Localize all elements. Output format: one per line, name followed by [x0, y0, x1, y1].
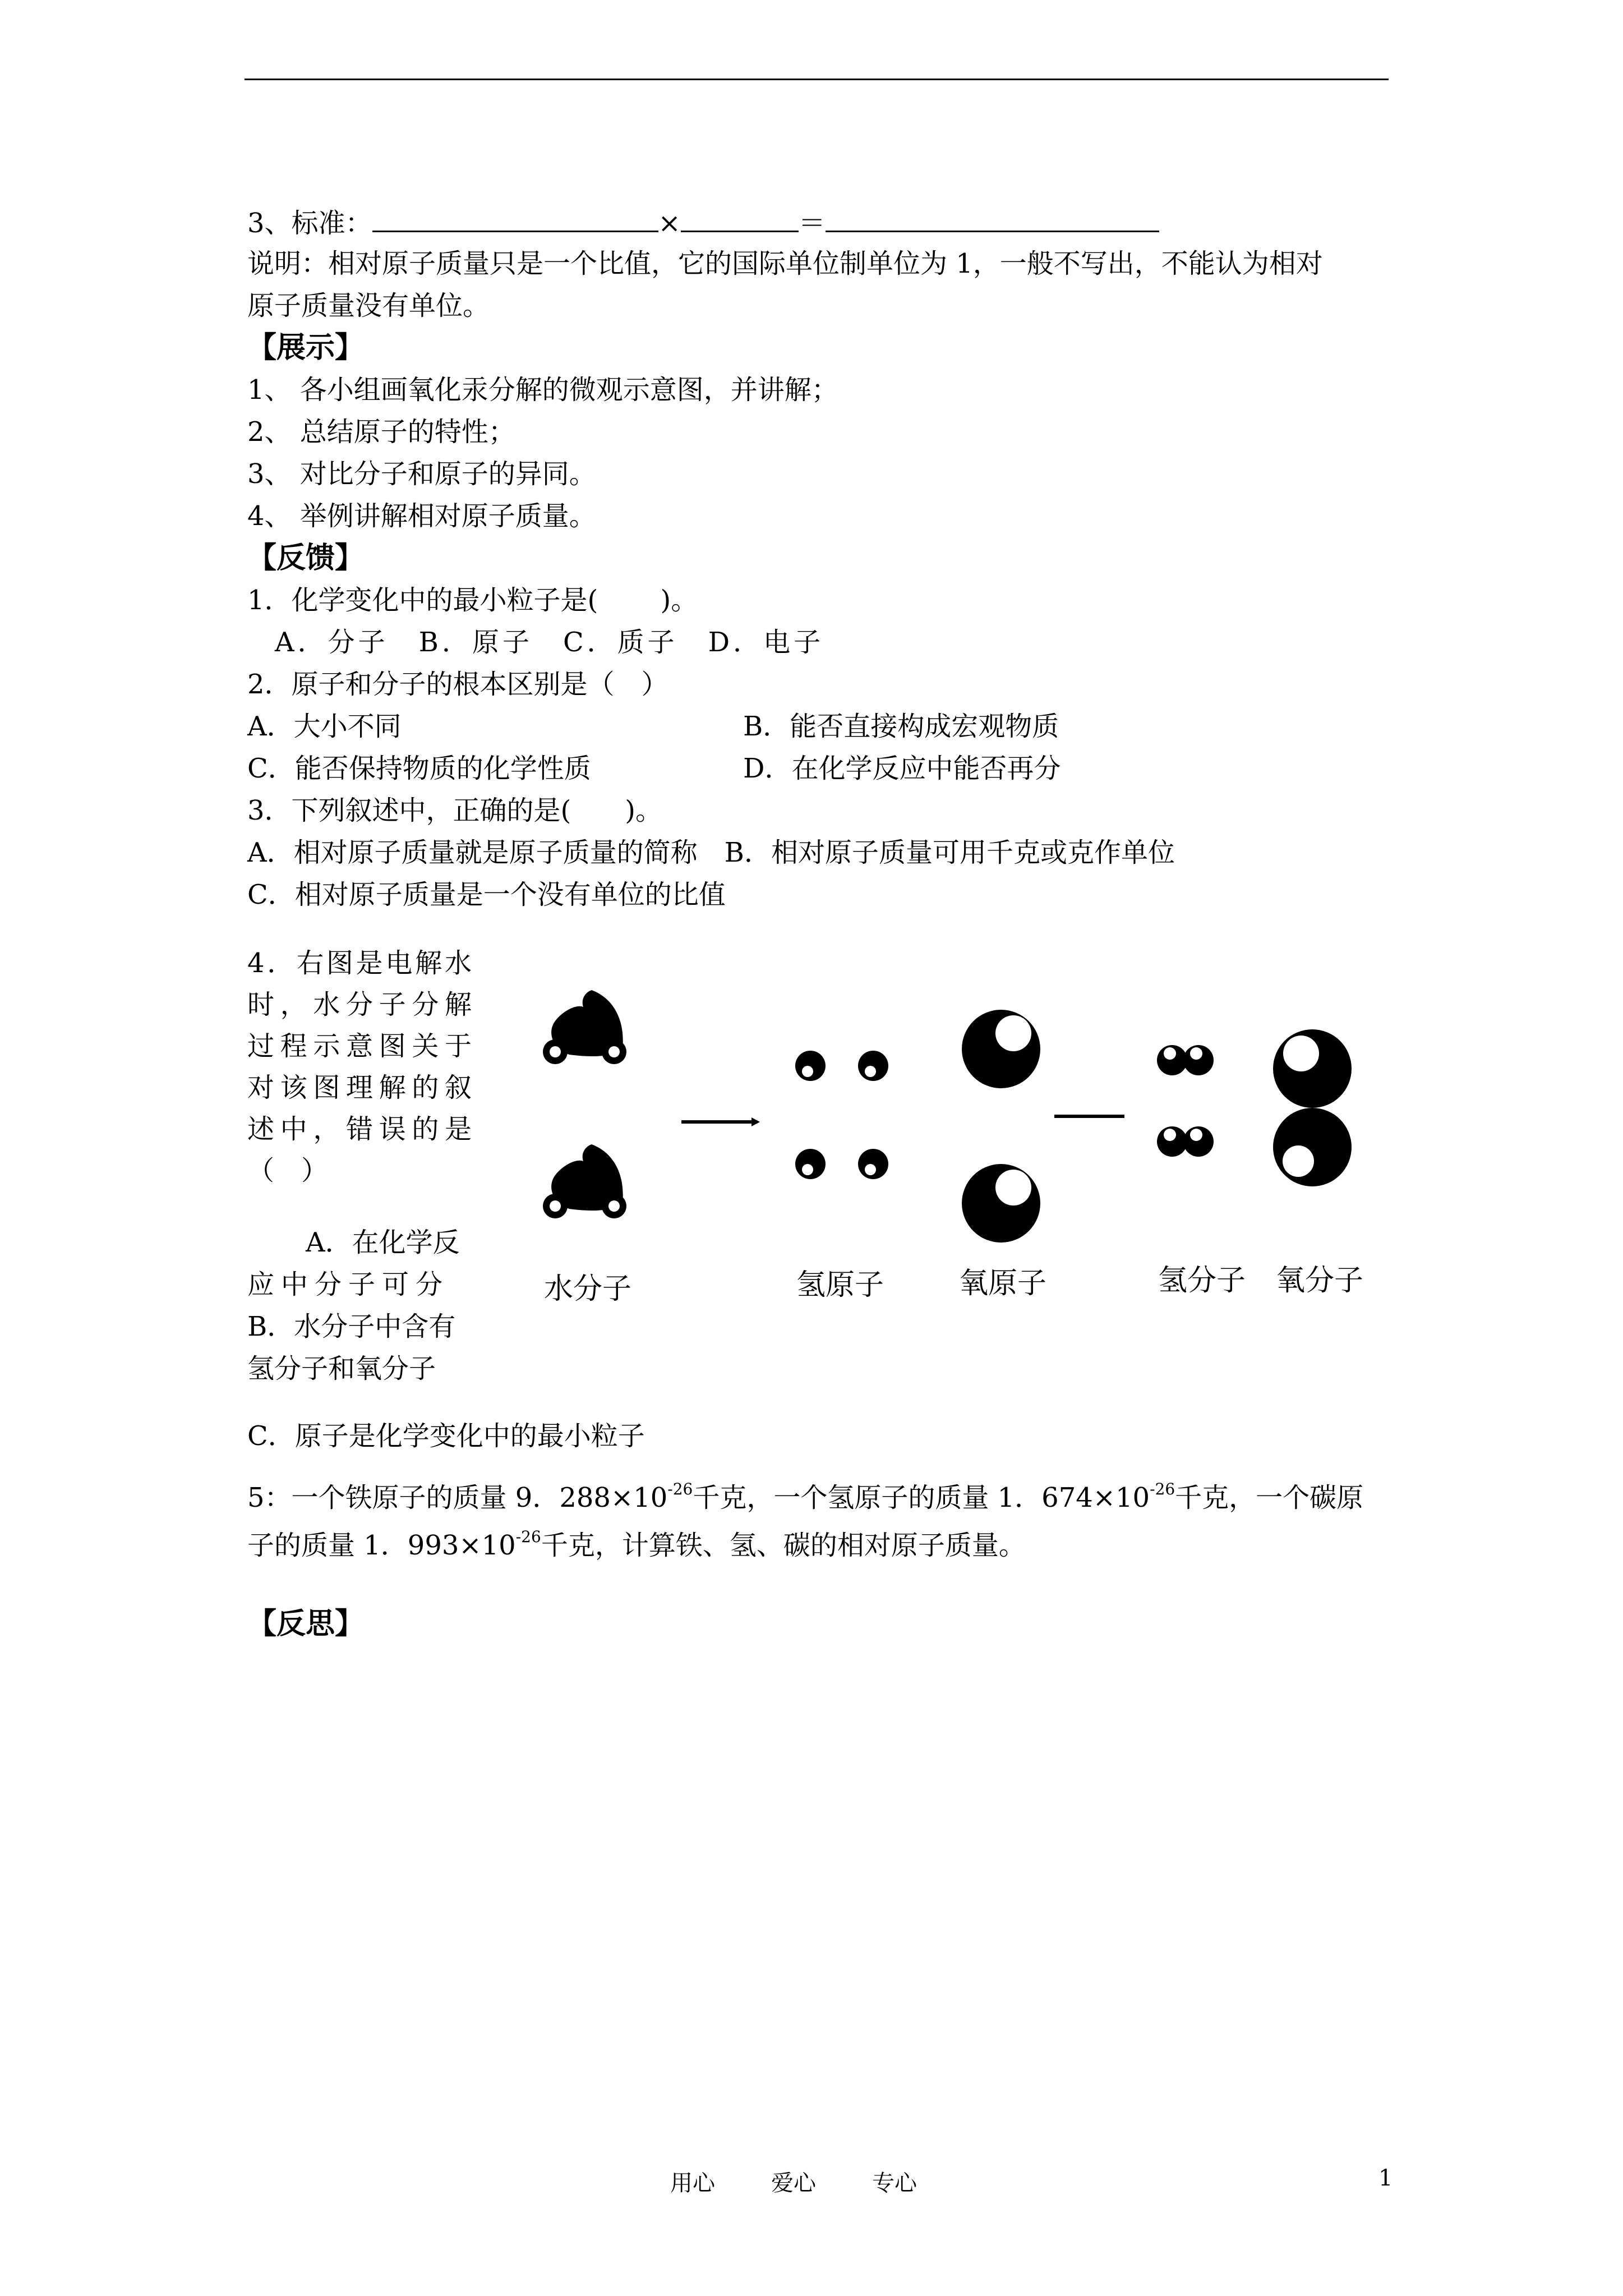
q5-exponent: -26: [667, 1480, 693, 1498]
diagram-label: 氢分子: [1158, 1264, 1246, 1297]
show-heading: 【展示】: [247, 330, 365, 365]
q5-text: 千克，一个氢原子的质量 1．674×10: [693, 1482, 1150, 1513]
header-rule: [245, 79, 1389, 80]
q5-line-2: [247, 1529, 1026, 1562]
q1-stem: 1．化学变化中的最小粒子是( )。: [247, 585, 698, 616]
diagram-label: 氢原子: [796, 1268, 884, 1302]
q3-option-c: C．相对原子质量是一个没有单位的比值: [247, 879, 726, 910]
q5-text: 5：一个铁原子的质量 9．288×10: [247, 1482, 668, 1513]
equals-sign: ＝: [798, 208, 826, 239]
q2-option-a: A．大小不同: [247, 711, 402, 742]
q4-option-a-1: A．在化学反: [306, 1227, 460, 1258]
q2-option-c: C．能否保持物质的化学性质: [247, 753, 591, 784]
q4-line: （ ）: [247, 1155, 329, 1186]
q5-text: 子的质量 1．993×10: [247, 1530, 516, 1561]
electrolysis-diagram: [530, 987, 1394, 1324]
q5-exponent: -26: [515, 1527, 541, 1546]
q5-text: 千克，计算铁、氢、碳的相对原子质量。: [541, 1530, 1026, 1561]
q4-line: 过程示意图关于: [247, 1030, 472, 1062]
page-number: 1: [1378, 2165, 1393, 2191]
hydrogen-atom-icon: [795, 1051, 888, 1179]
blank-2[interactable]: [681, 205, 799, 232]
show-item-3: 3、 对比分子和原子的异同。: [247, 458, 596, 490]
q5-text: 千克，一个碳原: [1175, 1482, 1364, 1513]
note-line-1: 说明：相对原子质量只是一个比值，它的国际单位制单位为 1，一般不写出，不能认为相对: [247, 248, 1323, 279]
q4-option-a-2: 应中分子可分: [247, 1269, 450, 1300]
q4-option-c: C．原子是化学变化中的最小粒子: [247, 1420, 645, 1452]
water-molecule-icon: [543, 1144, 626, 1218]
q2-stem: 2．原子和分子的根本区别是（ ）: [247, 669, 668, 700]
q4-line: 时，水分子分解: [247, 989, 472, 1020]
note-line-2: 原子质量没有单位。: [247, 290, 490, 321]
q3-stem: 3．下列叙述中，正确的是( )。: [247, 795, 662, 826]
reflect-heading: 【反思】: [247, 1607, 365, 1641]
blank-3[interactable]: [826, 205, 1159, 232]
footer-word: 爱心: [771, 2170, 816, 2196]
q4-text: [247, 942, 472, 1191]
show-item-2: 2、 总结原子的特性；: [247, 416, 515, 448]
blank-1[interactable]: [372, 205, 658, 232]
standard-label: 3、标准：: [247, 208, 372, 239]
q5-line-1: [247, 1481, 1363, 1515]
q2-option-b: B．能否直接构成宏观物质: [743, 711, 1059, 742]
hydrogen-molecule-icon: [1157, 1045, 1214, 1157]
diagram-label: 水分子: [544, 1272, 632, 1306]
water-molecule-icon: [543, 990, 626, 1064]
oxygen-molecule-icon: [1273, 1029, 1352, 1186]
q4-option-b-2: 氢分子和氧分子: [247, 1353, 436, 1384]
q4-line: 对该图理解的叙: [247, 1072, 472, 1103]
oxygen-atom-icon: [962, 1010, 1040, 1243]
diagram-label: 氧分子: [1276, 1264, 1364, 1297]
q4-line: 述中，错误的是: [247, 1114, 472, 1145]
times-sign: ×: [658, 208, 681, 239]
show-item-1: 1、 各小组画氧化汞分解的微观示意图，并讲解；: [247, 374, 838, 406]
q4-line: 4．右图是电解水: [247, 947, 472, 979]
q1-options: A．分子 B．原子 C．质子 D．电子: [275, 627, 824, 658]
standard-line: [247, 205, 1159, 240]
q3-options-ab: A．相对原子质量就是原子质量的简称 B．相对原子质量可用千克或克作单位: [247, 837, 1175, 868]
arrow-icon: [681, 1117, 760, 1126]
footer-word: 专心: [872, 2170, 917, 2196]
footer-word: 用心: [670, 2170, 715, 2196]
q2-option-d: D．在化学反应中能否再分: [743, 753, 1061, 784]
q5-exponent: -26: [1150, 1480, 1175, 1498]
feedback-heading: 【反馈】: [247, 541, 365, 575]
q4-option-b-1: B．水分子中含有: [247, 1311, 456, 1342]
diagram-label: 氧原子: [959, 1267, 1047, 1300]
show-item-4: 4、 举例讲解相对原子质量。: [247, 500, 596, 532]
